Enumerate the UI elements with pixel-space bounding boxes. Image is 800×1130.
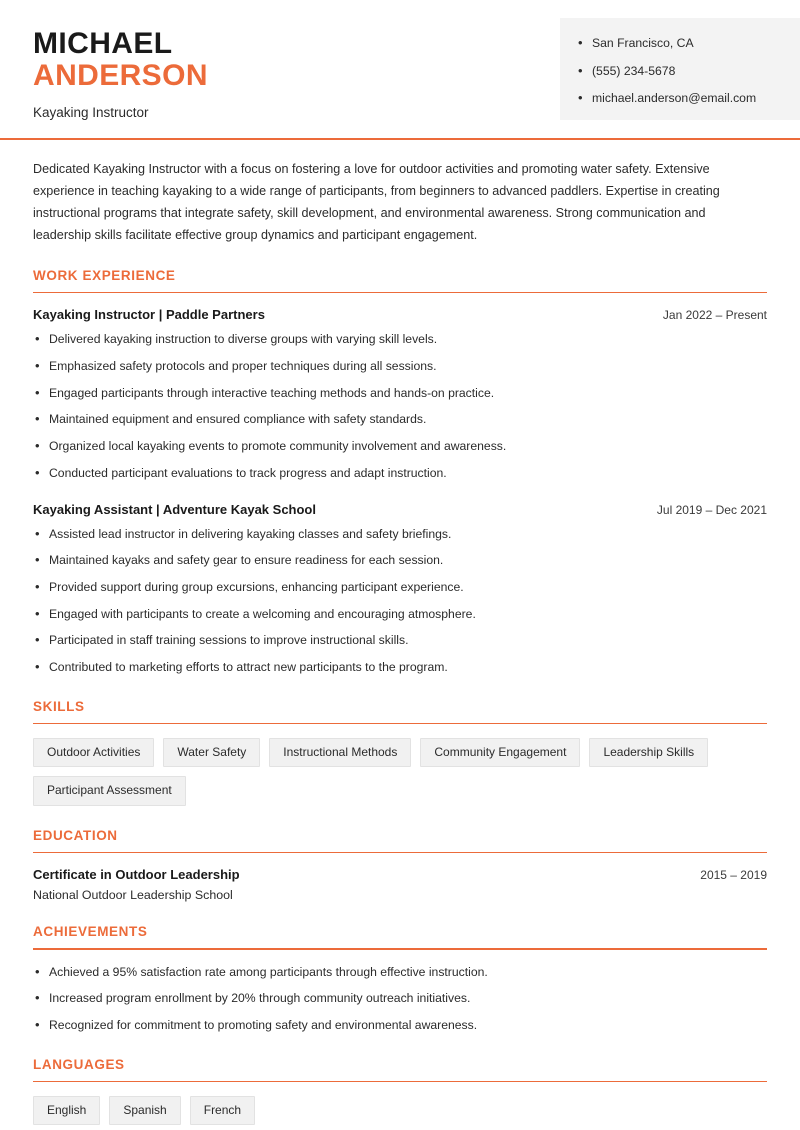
section-work-experience bbox=[33, 268, 767, 677]
experience-entry-head bbox=[33, 502, 767, 517]
contact-phone[interactable]: • (555) 234-5678 bbox=[578, 64, 786, 79]
experience-entry bbox=[33, 502, 767, 677]
list-item: • Emphasized safety protocols and proper techniques during all sessions. bbox=[33, 358, 767, 376]
section-divider bbox=[33, 1081, 767, 1083]
skill-chip: Water Safety bbox=[163, 738, 260, 767]
skill-chip: Instructional Methods bbox=[269, 738, 411, 767]
education-school: National Outdoor Leadership School bbox=[33, 888, 233, 903]
education-title: Certificate in Outdoor Leadership bbox=[33, 867, 240, 883]
resume-header bbox=[0, 0, 800, 138]
last-name: ANDERSON bbox=[33, 59, 208, 93]
achievements-list bbox=[33, 964, 767, 1035]
language-chip: English bbox=[33, 1096, 100, 1125]
contact-location: • San Francisco, CA bbox=[578, 36, 786, 51]
list-item: • Achieved a 95% satisfaction rate among participants through effective instruction. bbox=[33, 964, 767, 982]
job-title: Kayaking Instructor bbox=[33, 104, 149, 120]
experience-entry bbox=[33, 307, 767, 482]
section-title-education: EDUCATION bbox=[33, 827, 118, 843]
list-item: • Maintained kayaks and safety gear to ensure readiness for each session. bbox=[33, 552, 767, 570]
languages-chip-list bbox=[33, 1096, 767, 1125]
skill-chip: Participant Assessment bbox=[33, 776, 186, 805]
list-item: • Engaged participants through interactive teaching methods and hands-on practice. bbox=[33, 385, 767, 403]
list-item: • Engaged with participants to create a welcoming and encouraging atmosphere. bbox=[33, 606, 767, 624]
list-item: • Increased program enrollment by 20% through community outreach initiatives. bbox=[33, 990, 767, 1008]
section-title-work-experience: WORK EXPERIENCE bbox=[33, 267, 176, 283]
professional-summary: Dedicated Kayaking Instructor with a focus on fostering a love for outdoor activities and promoting water safety. Extensive experience in teaching kayaking to a wide range of participants, from beginners to advanced paddlers. Expertise in creating instructional programs that integrate safety, skill development, and environmental awareness. Strong communication and leadership skills facilitate effective group dynamics and participant engagement. bbox=[33, 161, 720, 242]
contact-block bbox=[560, 18, 800, 120]
section-title-achievements: ACHIEVEMENTS bbox=[33, 924, 148, 940]
language-chip: Spanish bbox=[109, 1096, 180, 1125]
experience-date: Jul 2019 – Dec 2021 bbox=[656, 502, 767, 517]
list-item: • Provided support during group excursions, enhancing participant experience. bbox=[33, 579, 767, 597]
section-skills bbox=[33, 699, 767, 806]
skill-chip: Leadership Skills bbox=[589, 738, 708, 767]
education-entry bbox=[33, 867, 767, 902]
skill-chip: Outdoor Activities bbox=[33, 738, 154, 767]
list-item: • Conducted participant evaluations to track progress and adapt instruction. bbox=[33, 465, 767, 483]
contact-email[interactable]: • michael.anderson@email.com bbox=[578, 91, 786, 106]
section-languages bbox=[33, 1057, 767, 1126]
skill-chip: Community Engagement bbox=[420, 738, 580, 767]
skills-chip-list bbox=[33, 738, 767, 805]
section-title-languages: LANGUAGES bbox=[33, 1056, 125, 1072]
list-item: • Organized local kayaking events to promote community involvement and awareness. bbox=[33, 438, 767, 456]
resume-body bbox=[0, 140, 800, 1126]
header-identity bbox=[0, 18, 560, 138]
experience-title: Kayaking Instructor | Paddle Partners bbox=[33, 307, 265, 323]
list-item: • Contributed to marketing efforts to attract new participants to the program. bbox=[33, 659, 767, 677]
section-achievements bbox=[33, 924, 767, 1035]
section-divider bbox=[33, 723, 767, 725]
experience-entry-head bbox=[33, 307, 767, 322]
section-divider bbox=[33, 852, 767, 854]
list-item: • Delivered kayaking instruction to diverse groups with varying skill levels. bbox=[33, 331, 767, 349]
experience-title: Kayaking Assistant | Adventure Kayak School bbox=[33, 501, 316, 517]
first-name: MICHAEL bbox=[33, 27, 173, 60]
section-education bbox=[33, 828, 767, 903]
experience-date: Jan 2022 – Present bbox=[662, 308, 767, 323]
list-item: • Maintained equipment and ensured compliance with safety standards. bbox=[33, 411, 767, 429]
list-item: • Participated in staff training sessions to improve instructional skills. bbox=[33, 632, 767, 650]
section-divider bbox=[33, 948, 767, 950]
list-item: • Recognized for commitment to promoting safety and environmental awareness. bbox=[33, 1017, 767, 1035]
section-title-skills: SKILLS bbox=[33, 698, 85, 714]
list-item: • Assisted lead instructor in delivering kayaking classes and safety briefings. bbox=[33, 526, 767, 544]
language-chip: French bbox=[190, 1096, 255, 1125]
experience-bullets bbox=[33, 526, 767, 677]
education-entry-head bbox=[33, 867, 767, 882]
section-divider bbox=[33, 292, 767, 294]
education-date: 2015 – 2019 bbox=[700, 868, 767, 883]
experience-bullets bbox=[33, 331, 767, 482]
